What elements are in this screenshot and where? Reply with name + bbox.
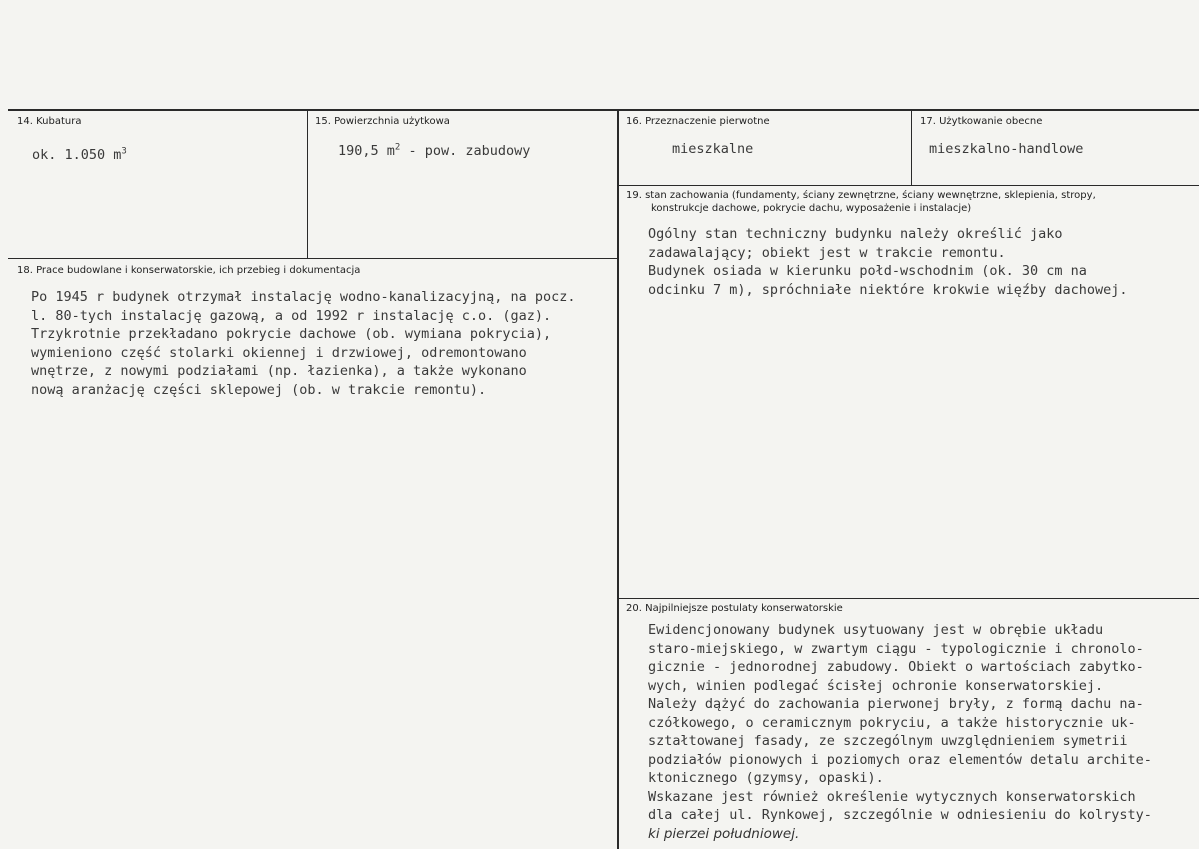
field-18-line: Po 1945 r budynek otrzymał instalację wodno-kanalizacyjną, na pocz.	[31, 289, 576, 305]
field-17-label: 17. Użytkowanie obecne	[920, 116, 1043, 127]
field-18-line: nową aranżację części sklepowej (ob. w trakcie remontu).	[31, 381, 487, 398]
field-20-line: ktonicznego (gzymsy, opaski).	[648, 770, 884, 786]
field-19-line: Ogólny stan techniczny budynku należy określić jako	[648, 226, 1063, 242]
field-18-line: l. 80-tych instalację gazową, a od 1992 r instalację c.o. (gaz).	[31, 307, 552, 324]
field-14-value-exponent: 3	[121, 146, 127, 157]
divider-h-18	[8, 258, 618, 259]
divider-h-20	[618, 598, 1199, 599]
divider-v2	[617, 110, 619, 849]
field-19-label-line1: 19. stan zachowania (fundamenty, ściany zewnętrzne, ściany wewnętrzne, sklepienia, stropy,	[626, 190, 1096, 201]
field-15-value-suffix: - pow. zabudowy	[400, 143, 531, 159]
field-20-line: ształtowanej fasady, ze szczególnym uwzględnieniem symetrii	[648, 733, 1128, 749]
field-20-line: wych, winien podlegać ścisłej ochronie konserwatorskiej.	[648, 677, 1104, 694]
field-15-value-text: 190,5 m	[338, 143, 395, 159]
field-20-line: podziałów pionowych i poziomych oraz elementów detalu archite-	[648, 751, 1152, 768]
field-14-value	[32, 146, 127, 165]
field-20-line: Ewidencjonowany budynek usytuowany jest w obrębie układu	[648, 622, 1104, 638]
field-18-line: wnętrze, z nowymi podziałami (np. łazienka), a także wykonano	[31, 363, 527, 379]
field-20-label: 20. Najpilniejsze postulaty konserwatorskie	[626, 603, 843, 614]
field-16-value: mieszkalne	[672, 141, 754, 157]
field-14-label: 14. Kubatura	[17, 116, 82, 127]
field-19-line: zadawalający; obiekt jest w trakcie remontu.	[648, 244, 1006, 261]
field-20-text	[648, 621, 1152, 843]
field-16-label: 16. Przeznaczenie pierwotne	[626, 116, 770, 127]
field-18-line: Trzykrotnie przekładano pokrycie dachowe (ob. wymiana pokrycia),	[31, 326, 552, 342]
top-rule	[8, 109, 1199, 111]
field-19-text	[648, 225, 1128, 299]
field-20-line: Wskazane jest również określenie wytycznych konserwatorskich	[648, 788, 1136, 805]
field-20-line: Należy dążyć do zachowania pierwonej bryły, z formą dachu na-	[648, 696, 1144, 712]
divider-v3	[911, 110, 912, 185]
field-20-line: gicznie - jednorodnej zabudowy. Obiekt o wartościach zabytko-	[648, 659, 1144, 675]
field-18-line: wymieniono część stolarki okiennej i drzwiowej, odremontowano	[31, 344, 527, 361]
field-19-line: Budynek osiada w kierunku połd-wschodnim (ok. 30 cm na	[648, 263, 1087, 279]
field-17-value: mieszkalno-handlowe	[929, 141, 1084, 157]
field-15-value-exponent: 2	[394, 142, 401, 153]
field-19-line: odcinku 7 m), spróchniałe niektóre krokwie więźby dachowej.	[648, 281, 1128, 298]
field-18-label: 18. Prace budowlane i konserwatorskie, ich przebieg i dokumentacja	[17, 265, 361, 276]
field-15-label: 15. Powierzchnia użytkowa	[315, 116, 450, 127]
divider-h-19	[618, 185, 1199, 186]
field-18-text	[31, 288, 576, 399]
field-20-line: dla całej ul. Rynkowej, szczególnie w odniesieniu do kolrysty-	[648, 807, 1152, 823]
field-14-value-text: ok. 1.050 m	[32, 147, 122, 163]
field-20-line: staro-miejskiego, w zwartym ciągu - typologicznie i chronolo-	[648, 640, 1144, 657]
field-20-line: czółkowego, o ceramicznym pokryciu, a także historycznie uk-	[648, 714, 1136, 731]
field-19-label-line2: konstrukcje dachowe, pokrycie dachu, wyposażenie i instalacje)	[651, 203, 972, 214]
field-20-handwritten-line: ki pierzei południowej.	[648, 825, 800, 842]
field-15-value	[338, 142, 530, 161]
divider-v1	[307, 110, 308, 258]
